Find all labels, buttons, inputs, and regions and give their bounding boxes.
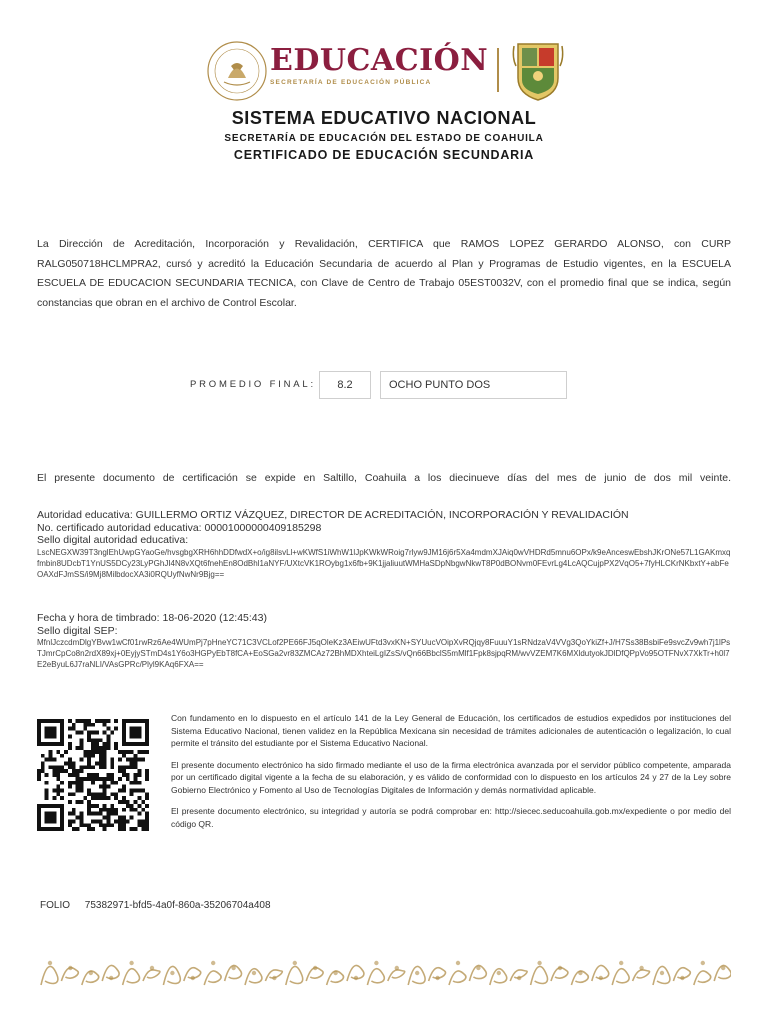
promedio-row <box>0 371 768 399</box>
folio-label: FOLIO <box>40 900 71 911</box>
system-title: SISTEMA EDUCATIVO NACIONAL <box>231 108 537 128</box>
authority-block <box>37 509 731 580</box>
legal-paragraph-2: El presente documento electrónico ha sido firmado mediante el uso de la firma electrónica avanzada por el servidor público competente, amparada por un certificado digital vigente a la fecha de su elaboración, y es válido de conformidad con lo dispuesto en los artículos 24 y 27 de la Ley sobre Gobierno Electrónico y Fomento al Uso de Tecnologías Digitales de Información y demás normatividad aplicable. <box>171 759 731 795</box>
document-header <box>0 36 768 106</box>
sep-seal-label: Sello digital SEP: <box>37 624 118 637</box>
brand-block <box>270 44 488 86</box>
brand-title: EDUCACIÓN <box>270 43 489 78</box>
legal-paragraph-3: El presente documento electrónico, su integridad y autoría se podrá comprobar en: http://siecec.seducoahuila.gob.mx/expediente o por medio del código QR. <box>171 806 731 829</box>
promedio-words: OCHO PUNTO DOS <box>380 371 567 399</box>
coahuila-shield-icon <box>510 38 566 102</box>
brand-subtitle: SECRETARÍA DE EDUCACIÓN PÚBLICA <box>270 79 432 86</box>
folio-row <box>40 900 271 911</box>
legal-paragraph-1: Con fundamento en lo dispuesto en el artículo 141 de la Ley General de Educación, los certificados de estudios expedidos por instituciones del Sistema Educativo Nacional, tienen validez en la República Mexicana sin necesidad de trámites adicionales de autenticación o legalización, lo cual permite el tránsito del estudiante por el Sistema Educativo Nacional. <box>171 713 731 748</box>
authority-cert-number: No. certificado autoridad educativa: 00001000000409185298 <box>37 521 322 534</box>
authority-seal-label: Sello digital autoridad educativa: <box>37 534 189 546</box>
header-divider <box>497 48 499 92</box>
title-block <box>0 108 768 162</box>
timbrado-block <box>37 612 731 670</box>
authority-name: Autoridad educativa: GUILLERMO ORTIZ VÁZQUEZ, DIRECTOR DE ACREDITACIÓN, INCORPORACIÓN Y REVALIDACIÓN <box>37 509 629 521</box>
certificate-title: CERTIFICADO DE EDUCACIÓN SECUNDARIA <box>233 148 535 162</box>
authority-digital-seal: LscNEGXW39T3nglEhUwpGYaoGe/hvsgbgXRH6hhDDfwdX+o/ig8ilsvLl+wKWfS1iWhW1lJpKWkWRoig7rlyw9JM16j6r5Xa4mdmXJAiq0wVHDRd5mnu6OPx/k9eAnceswEbshJKrONe57L1GAKmxqfmbin8UDcbT1YnUS5DCy23LyPGhJI4N8vXQt6fnehEn8OdBhl1aNYF/UXtcVK1ROybg1x6fb+9K1jjaliuutWMHaSDpNbgwNkwT8P0dBONvm0FEvrLg4LcAQCujpPX2VqO5+7fyHLCKrNKbxtY+abFeOAXdFJmSS/i9Mj8MilbdocXA3i0RQUyfNwNr9Bjg== <box>37 547 731 579</box>
secretaria-title: SECRETARÍA DE EDUCACIÓN DEL ESTADO DE COAHUILA <box>224 133 544 144</box>
decorative-footer-pattern <box>37 953 731 991</box>
promedio-label: PROMEDIO FINAL: <box>190 379 316 390</box>
folio-value: 75382971-bfd5-4a0f-860a-35206704a408 <box>84 900 271 911</box>
national-seal-icon <box>206 40 268 102</box>
issuance-statement: El presente documento de certificación se expide en Saltillo, Coahuila a los diecinueve días del mes de junio de dos mil veinte. <box>37 472 731 484</box>
sep-digital-seal: MfnlJczcdmDlgYBvw1wCf01rwRz6Ae4WUmPj7pHneYC71C3VCLof2PE66FJ5qOleKz3AEiwUFtd3vxKN+SYUucVOipXvRQjqy8FuuuY1sRNdzaV4VVg3QoYkiZf+J/H7Ss38BsbiFe9svcZv9wh7j1lPsTJmrCpCo8n2rdX89xj+0EyjySTmD4s1Y6o3HGPyEbT8fCA+EoSGa2vr83ZMCAz72BhMDXhteiLgIZsS/vQn66BbclS5mMlf1Fpk8sjpqRM/wvVZEM7K6MXldutyokJDlDfQPpVo95OTFNvX7XkTr+h0l7E2eByuL6J7raNLI/VAsGPRc/Plyl9KAq6FXA== <box>37 638 731 669</box>
promedio-value: 8.2 <box>319 371 371 399</box>
timbrado-datetime: Fecha y hora de timbrado: 18-06-2020 (12:45:43) <box>37 612 267 624</box>
legal-text <box>171 712 731 839</box>
qr-code[interactable] <box>37 717 149 833</box>
certification-paragraph: La Dirección de Acreditación, Incorporación y Revalidación, CERTIFICA que RAMOS LOPEZ GERARDO ALONSO, con CURP RALG050718HCLMPRA2, cursó y acreditó la Educación Secundaria de acuerdo al Plan y Programas de Estudio vigentes, en la ESCUELA ESCUELA DE EDUCACION SECUNDARIA TECNICA, con Clave de Centro de Trabajo 05EST0032V, con el promedio final que se indica, según constancias que obran en el archivo de Control Escolar. <box>37 238 731 309</box>
